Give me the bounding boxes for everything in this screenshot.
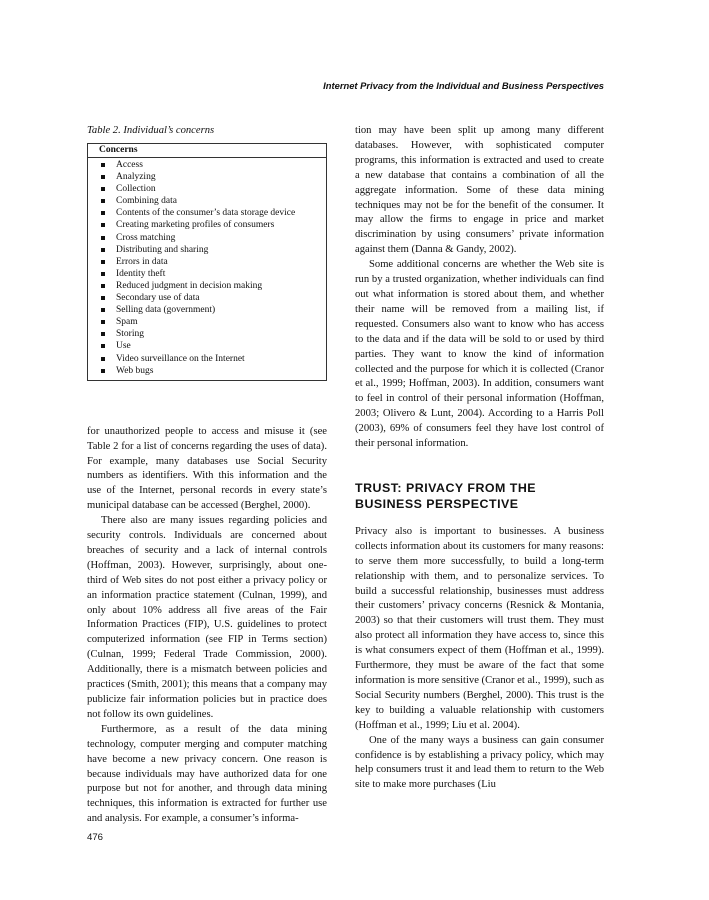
right-column: [355, 124, 604, 793]
list-item: Identity theft: [88, 268, 326, 280]
list-item: Web bugs: [88, 365, 326, 377]
concerns-table: [87, 143, 327, 381]
body-paragraph: tion may have been split up among many different databases. However, with sophisticated computer programs, this information is extracted and used to create a new database that contains a combination of all the aggregate information. Some of these data mining techniques may not be for the benefit of the consumer. It may allow the firms to engage in price and market discrimination by using consumers’ private information against them (Danna & Gandy, 2002).: [355, 125, 604, 256]
list-item: Storing: [88, 328, 326, 340]
page-number: 476: [87, 832, 104, 843]
list-item: Spam: [88, 316, 326, 328]
table-caption: Table 2. Individual’s concerns: [87, 125, 215, 136]
list-item: Access: [88, 159, 326, 171]
body-paragraph: Some additional concerns are whether the Web site is run by a trusted organization, whether individuals can find out what information is stored about them, and whether their name will be removed from a mailing list, if requested. Consumers also want to know who has access to the data and if the data will be sold to or used by third parties. They want to know the kind of information collected and the purpose for which it is collected (Cranor et al., 1999; Hoffman, 2003). In addition, consumers want to feel in control of their personal information (Hoffman, 2003; Olivero & Lunt, 2004). According to a Harris Poll (2003), 69% of consumers feel they have lost control of their personal information.: [355, 259, 604, 450]
body-paragraph: Privacy also is important to businesses. A business collects information about its customers for many reasons: to serve them more successfully, to build a long-term relationship with them, and to personalize services. To build a successful relationship, businesses must address their customers’ privacy concerns (Resnick & Montania, 2003) so that their customers will trust them. They must also protect all information they have access to, since this is what consumers expect of them (Hoffman et al., 1999). Furthermore, they must be aware of the fact that some information is more sensitive (Cranor et al., 1999), such as Social Security numbers (Berghel, 2000). This trust is the key to building a valuable relationship with customers (Hoffman et al., 1999; Liu et al. 2004).: [355, 525, 604, 731]
list-item: Selling data (government): [88, 304, 326, 316]
concerns-list: [88, 159, 326, 377]
list-item: Video surveillance on the Internet: [88, 353, 326, 365]
section-heading-line: BUSINESS PERSPECTIVE: [355, 496, 519, 511]
running-head: Internet Privacy from the Individual and Business Perspectives: [323, 80, 604, 91]
left-body-text: [87, 425, 327, 827]
list-item: Creating marketing profiles of consumers: [88, 219, 326, 231]
list-item: Cross matching: [88, 232, 326, 244]
section-heading: [355, 480, 604, 512]
list-item: Secondary use of data: [88, 292, 326, 304]
section-heading-line: TRUST: PRIVACY FROM THE: [355, 480, 537, 495]
list-item: Distributing and sharing: [88, 244, 326, 256]
body-paragraph: One of the many ways a business can gain consumer confidence is by establishing a privacy policy, which may help consumers trust it and lead them to return to the Web site to make more purchases (Liu: [355, 734, 604, 791]
body-paragraph: for unauthorized people to access and misuse it (see Table 2 for a list of concerns regarding the uses of data). For example, many databases use Social Security numbers as identifiers. With this information and the use of the Internet, personal records in every state’s municipal database can be accessed (Berghel, 2000).: [87, 425, 327, 512]
list-item: Reduced judgment in decision making: [88, 280, 326, 292]
table-header: Concerns: [88, 144, 326, 158]
list-item: Use: [88, 340, 326, 352]
list-item: Contents of the consumer’s data storage device: [88, 207, 326, 219]
list-item: Errors in data: [88, 256, 326, 268]
list-item: Combining data: [88, 195, 326, 207]
list-item: Analyzing: [88, 171, 326, 183]
list-item: Collection: [88, 183, 326, 195]
body-paragraph: There also are many issues regarding policies and security controls. Individuals are concerned about breaches of security and a lack of internal controls (Hoffman, 2003). However, surprisingly, about one-third of Web sites do not post either a privacy policy or an information practice statement (Culnan, 1999), and only about 10% address all five areas of the Fair Information Practices (FIP), U.S. guidelines to protect computerized information (see FIP in Terms section) (Culnan, 1999; Federal Trade Commission, 2000). Additionally, there is a mismatch between policies and practices (Smith, 2001); this means that a company may publicize fair information policies but in practice does not follow its own guidelines.: [87, 515, 327, 720]
left-column: [87, 124, 327, 827]
body-paragraph: Furthermore, as a result of the data mining technology, computer merging and computer matching have become a new privacy concern. One reason is because individuals may have authorized data for one purpose but not for another, and through data mining techniques, this information is extracted for further use and analysis. For example, a consumer’s informa-: [87, 723, 327, 825]
